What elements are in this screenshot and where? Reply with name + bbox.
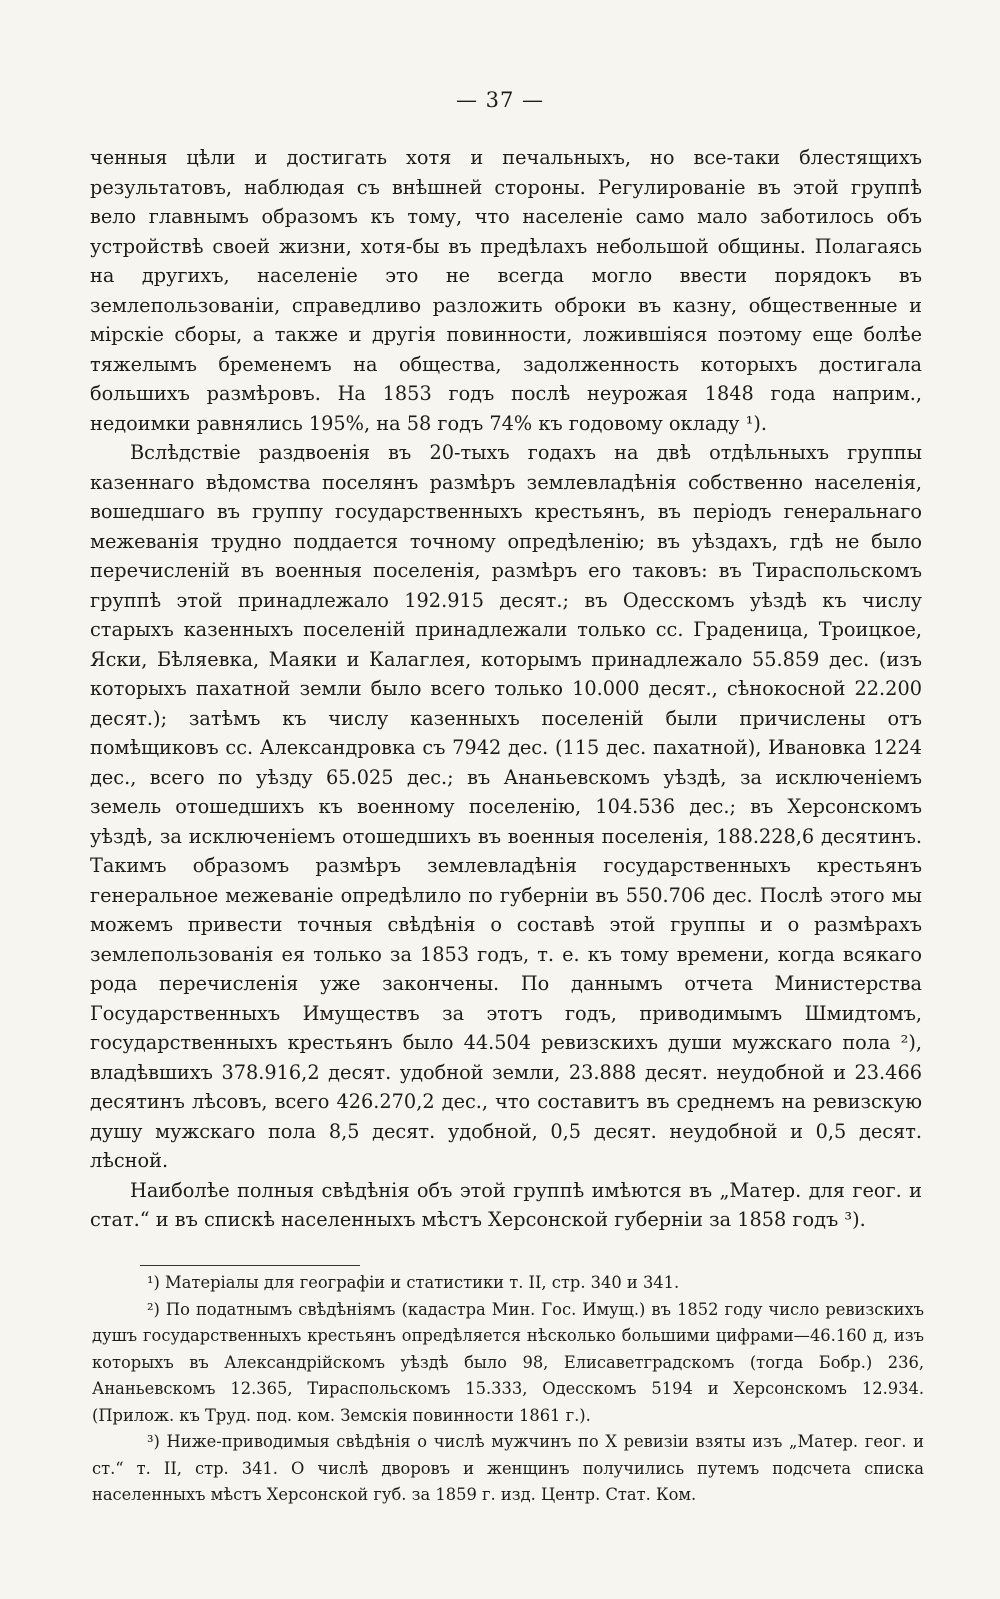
paragraph-3: Наиболѣе полныя свѣдѣнія объ этой группѣ имѣются въ „Матер. для геог. и стат.“ и въ спискѣ населенныхъ мѣстъ Херсонской губерніи за 1858 годъ ³). [90,1178,922,1231]
footnotes [92,1270,924,1509]
paragraph-1: ченныя цѣли и достигать хотя и печальныхъ, но все-таки блестящихъ результатовъ, наблюдая съ внѣшней стороны. Регулированіе въ этой группѣ вело главнымъ образомъ къ тому, что населеніе само мало заботилось объ устройствѣ своей жизни, хотя-бы въ предѣлахъ небольшой общины. Полагаясь на другихъ, населеніе это не всегда могло ввести порядокъ въ землепользованіи, справедливо разложить оброки въ казну, общественные и мірскіе сборы, а также и другія повинности, ложившіяся поэтому еще болѣе тяжелымъ бременемъ на общества, задолженность которыхъ достигала большихъ размѣровъ. На 1853 годъ послѣ неурожая 1848 года наприм., недоимки равнялись 195%, на 58 годъ 74% къ годовому окладу ¹). [90,146,922,435]
footnote-divider [140,1265,360,1266]
footnote-1: ¹) Матеріалы для географіи и статистики т. II, стр. 340 и 341. [147,1273,680,1292]
footnote-2: ²) По податнымъ свѣдѣніямъ (кадастра Мин. Гос. Имущ.) въ 1852 году число ревизскихъ душъ государственныхъ крестьянъ опредѣляется нѣсколько большими цифрами—46.160 д, изъ которыхъ въ Александрійскомъ уѣздѣ было 98, Елисаветградскомъ (тогда Бобр.) 236, Ананьевскомъ 12.365, Тираспольскомъ 15.333, Одесскомъ 5194 и Херсонскомъ 12.934. (Прилож. къ Труд. под. ком. Земскія повинности 1861 г.). [92,1299,924,1425]
paragraph-2: Вслѣдствіе раздвоенія въ 20-тыхъ годахъ на двѣ отдѣльныхъ группы казеннаго вѣдомства поселянъ размѣръ землевладѣнія собственно населенія, вошедшаго въ группу государственныхъ крестьянъ, въ періодъ генеральнаго межеванія трудно поддается точному опредѣленію; въ уѣздахъ, гдѣ не было перечисленій въ военныя поселенія, размѣръ его таковъ: въ Тираспольскомъ группѣ этой принадлежало 192.915 десят.; въ Одесскомъ уѣздѣ къ числу старыхъ казенныхъ поселеній принадлежали только сс. Граденица, Троицкое, Яски, Бѣляевка, Маяки и Калаглея, которымъ принадлежало 55.859 дес. (изъ которыхъ пахатной земли было всего только 10.000 десят., сѣнокосной 22.200 десят.); затѣмъ къ числу казенныхъ поселеній были причислены отъ помѣщиковъ сс. Александровка съ 7942 дес. (115 дес. пахатной), Ивановка 1224 дес., всего по уѣзду 65.025 дес.; въ Ананьевскомъ уѣздѣ, за исключеніемъ земель отошедшихъ къ военному поселенію, 104.536 дес.; въ Херсонскомъ уѣздѣ, за исключеніемъ отошедшихъ въ военныя поселенія, 188.228,6 десятинъ. Такимъ образомъ размѣръ землевладѣнія государственныхъ крестьянъ генеральное межеваніе опредѣлило по губерніи въ 550.706 дес. Послѣ этого мы можемъ привести точныя свѣдѣнія о составѣ этой группы и о размѣрахъ землепользованія ея только за 1853 годъ, т. е. къ тому времени, когда всякаго рода перечисленія уже закончены. По даннымъ отчета Министерства Государственныхъ Имуществъ за этотъ годъ, приводимымъ Шмидтомъ, государственныхъ крестьянъ было 44.504 ревизскихъ души мужскаго пола ²), владѣвшихъ 378.916,2 десят. удобной земли, 23.888 десят. неудобной и 23.466 десятинъ лѣсовъ, всего 426.270,2 дес., что составитъ въ среднемъ на ревизскую душу мужскаго пола 8,5 десят. удобной, 0,5 десят. неудобной и 0,5 десят. лѣсной. [90,441,922,1172]
footnote-3: ³) Ниже-приводимыя свѣдѣнія о числѣ мужчинъ по X ревизіи взяты изъ „Матер. геог. и ст.“ т. II, стр. 341. О числѣ дворовъ и женщинъ получились путемъ подсчета списка населенныхъ мѣстъ Херсонской губ. за 1859 г. изд. Центр. Стат. Ком. [92,1432,924,1504]
main-text [90,143,922,1235]
page-number: — 37 — [455,88,545,112]
